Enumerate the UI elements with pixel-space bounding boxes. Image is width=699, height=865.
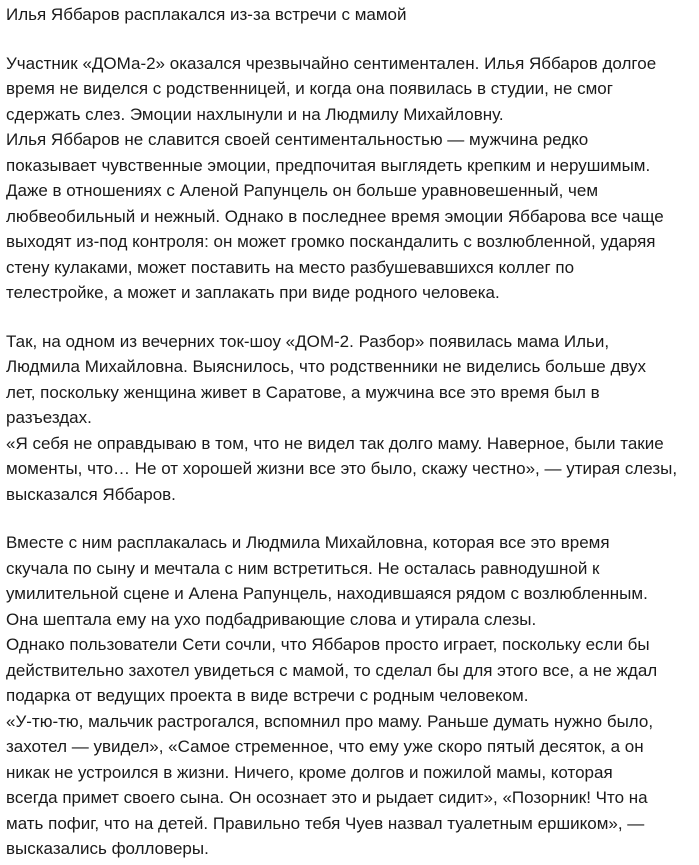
text-line: подарка от ведущих проекта в виде встречи с родным человеком. [6,686,529,705]
paragraph-gap [6,507,693,530]
paragraph-gap [6,306,693,329]
text-line: «У-тю-тю, мальчик растрогался, вспомнил про маму. Раньше думать нужно было, [6,711,654,731]
text-line: моменты, что… Не от хорошей жизни все это было, скажу честно», — утирая слезы, [6,459,678,478]
paragraph-show [6,329,693,431]
text-line: Так, на одном из вечерних ток-шоу «ДОМ-2. Разбор» появилась мама Ильи, [6,331,610,351]
text-line: Она шептала ему на ухо подбадривающие слова и утирала слезы. [6,609,537,629]
text-line: стену кулаками, может поставить на место разбушевавшихся коллег по [6,257,575,277]
text-line: сдержать слез. Эмоции нахлынули и на Людмилу Михайловну. [6,104,504,124]
text-line: всегда примет своего сына. Он осознает это и рыдает сидит», «Позорник! Что на [6,788,648,807]
paragraph-reaction [6,530,693,632]
text-line: Людмила Михайловна. Выяснилось, что родственники не виделись больше двух [6,357,647,376]
text-line: Однако пользователи Сети сочли, что Яббаров просто играет, поскольку если бы [6,635,650,654]
text-line: «Я себя не оправдываю в том, что не видел так долго маму. Наверное, были такие [6,433,664,453]
text-line: действительно захотел увидеться с мамой, то сделал бы для этого все, а не ждал [6,660,658,680]
text-line: Участник «ДОМа-2» оказался чрезвычайно сентиментален. Илья Яббаров долгое [6,53,657,73]
paragraph-quote [6,431,693,508]
text-line: высказался Яббаров. [6,484,176,504]
text-line: лет, поскольку женщина живет в Саратове, а мужчина все это время был в [6,382,600,402]
paragraph-gap [6,28,693,51]
text-line: захотел — увидел», «Самое стременное, что ему уже скоро пятый десяток, а он [6,737,644,756]
text-line: телестройке, а может и заплакать при виде родного человека. [6,283,500,302]
text-line: Вместе с ним расплакалась и Людмила Михайловна, которая все это время [6,533,610,552]
text-line: показывает чувственные эмоции, предпочитая выглядеть крепким и нерушимым. [6,155,651,175]
text-line: умилительной сцене и Алена Рапунцель, находившаяся рядом с возлюбленным. [6,584,648,603]
paragraph-character [6,127,693,306]
article-title: Илья Яббаров расплакался из-за встречи с мамой [6,5,407,24]
paragraph-followers [6,709,693,862]
text-line: высказались фолловеры. [6,839,209,858]
text-line: разъездах. [6,408,92,427]
text-line: время не виделся с родственницей, и когда она появилась в студии, не смог [6,79,613,98]
text-line: никак не устроился в жизни. Ничего, кроме долгов и пожилой мамы, которая [6,762,613,782]
text-line: Илья Яббаров не славится своей сентиментальностью — мужчина редко [6,130,589,149]
text-line: скучала по сыну и мечтала с ним встретиться. Не осталась равнодушной к [6,558,600,578]
text-line: Даже в отношениях с Аленой Рапунцель он больше уравновешенный, чем [6,181,599,200]
text-line: любвеобильный и нежный. Однако в последнее время эмоции Яббарова все чаще [6,206,664,226]
paragraph-intro [6,51,693,128]
text-line: выходят из-под контроля: он может громко поскандалить с возлюбленной, ударяя [6,232,656,251]
text-line: мать пофиг, что на детей. Правильно тебя Чуев назвал туалетным ершиком», — [6,813,645,833]
paragraph-users [6,632,693,709]
